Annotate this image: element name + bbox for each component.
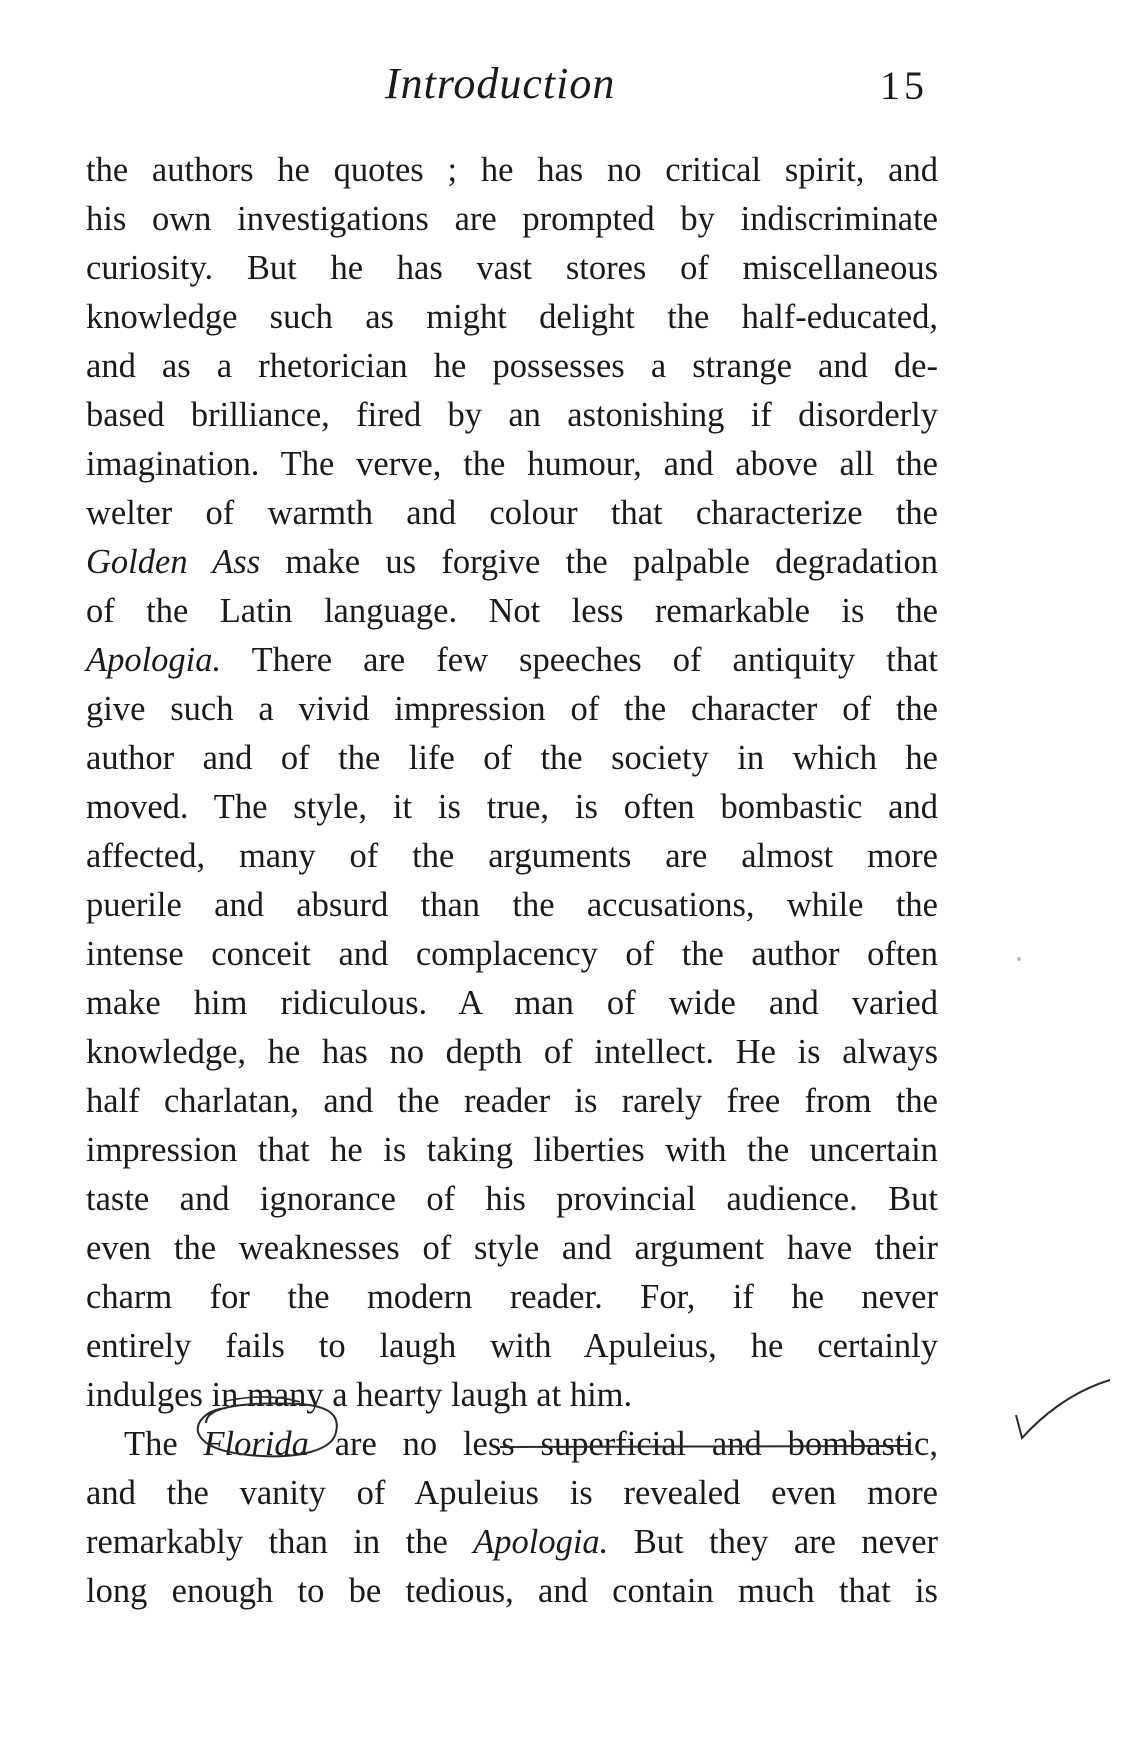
body-text <box>86 146 938 1616</box>
text-line: impression that he is taking liberties with the uncertain <box>86 1131 938 1169</box>
text-line: long enough to be tedious, and contain much that is <box>86 1572 938 1610</box>
text-line: the authors he quotes ; he has no critical spirit, and <box>86 151 938 189</box>
text-run: But they are never <box>608 1523 938 1561</box>
text-line: intense conceit and complacency of the author often <box>86 935 938 973</box>
running-head <box>0 58 1130 118</box>
text-run: There are few speeches of antiquity that <box>221 641 938 679</box>
text-line: entirely fails to laugh with Apuleius, he certainly <box>86 1327 938 1365</box>
book-title-florida: Florida <box>203 1425 309 1463</box>
book-title-golden-ass: Golden Ass <box>86 543 261 581</box>
text-line: and the vanity of Apuleius is revealed even more <box>86 1474 938 1512</box>
text-line: of the Latin language. Not less remarkable is the <box>86 592 938 630</box>
text-line: imagination. The verve, the humour, and above all the <box>86 445 938 483</box>
page-number: 15 <box>880 63 928 108</box>
running-title: Introduction <box>385 59 616 108</box>
text-line <box>86 538 938 587</box>
text-line: author and of the life of the society in which he <box>86 739 938 777</box>
text-line <box>86 1420 938 1469</box>
text-run: The <box>124 1425 204 1463</box>
text-run: are no less superficial and bombastic, <box>308 1425 938 1463</box>
book-title-apologia: Apologia. <box>473 1523 609 1561</box>
text-line: affected, many of the arguments are almost more <box>86 837 938 875</box>
text-run: make us forgive the palpable degradation <box>260 543 938 581</box>
text-line: his own investigations are prompted by indiscriminate <box>86 200 938 238</box>
paragraph-1 <box>86 146 938 1420</box>
text-line: half charlatan, and the reader is rarely free from the <box>86 1082 938 1120</box>
text-line: moved. The style, it is true, is often bombastic and <box>86 788 938 826</box>
text-line: and as a rhetorician he possesses a strange and de- <box>86 347 938 385</box>
text-line: puerile and absurd than the accusations, while the <box>86 886 938 924</box>
text-line: give such a vivid impression of the character of the <box>86 690 938 728</box>
text-line <box>86 636 938 685</box>
text-line: welter of warmth and colour that characterize the <box>86 494 938 532</box>
pencil-check-icon <box>1016 1380 1110 1438</box>
text-line: indulges in many a hearty laugh at him. <box>86 1376 633 1414</box>
text-line: based brilliance, fired by an astonishing if disorderly <box>86 396 938 434</box>
text-line: charm for the modern reader. For, if he never <box>86 1278 938 1316</box>
stray-mark-icon <box>1017 957 1021 961</box>
text-line: taste and ignorance of his provincial audience. But <box>86 1180 938 1218</box>
text-line: knowledge such as might delight the half-educated, <box>86 298 938 336</box>
book-title-apologia: Apologia. <box>86 641 222 679</box>
text-line: curiosity. But he has vast stores of miscellaneous <box>86 249 938 287</box>
paragraph-2 <box>86 1420 938 1616</box>
text-line: knowledge, he has no depth of intellect. He is always <box>86 1033 938 1071</box>
text-line: even the weaknesses of style and argument have their <box>86 1229 938 1267</box>
text-line: make him ridiculous. A man of wide and varied <box>86 984 938 1022</box>
text-run: remarkably than in the <box>86 1523 474 1561</box>
text-line <box>86 1518 938 1567</box>
